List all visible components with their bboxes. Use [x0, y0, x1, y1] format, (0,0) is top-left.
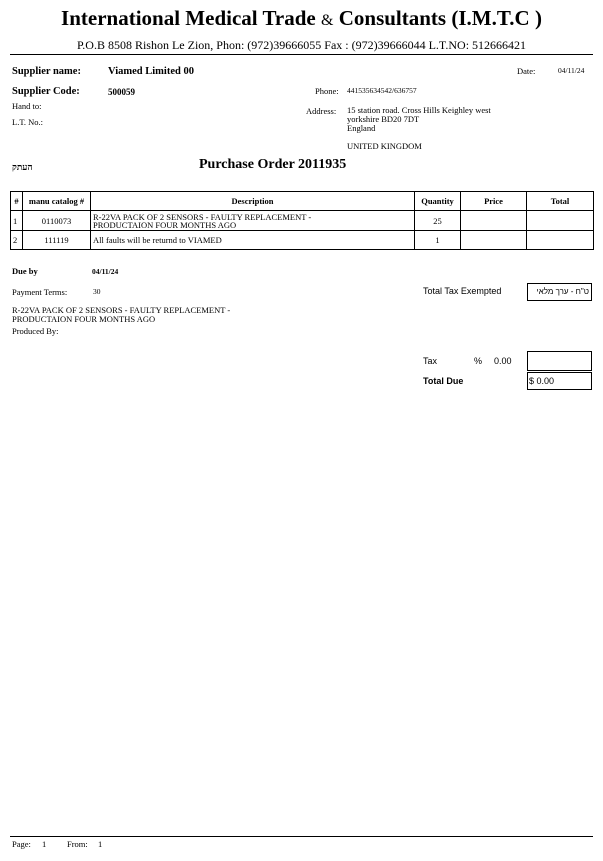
order-note-line: R-22VA PACK OF 2 SENSORS - FAULTY REPLACEMENT -	[12, 305, 231, 315]
row-description-line: R-22VA PACK OF 2 SENSORS - FAULTY REPLACEMENT -	[93, 211, 312, 222]
address-line: 15 station road. Cross Hills Keighley west	[347, 105, 491, 115]
phone-value: 441535634542/636757	[347, 86, 417, 95]
payment-terms-value: 30	[93, 287, 101, 296]
company-title	[0, 6, 603, 31]
table-row	[11, 211, 594, 231]
due-by-label: Due by	[12, 266, 38, 276]
row-description	[91, 231, 415, 250]
row-quantity: 1	[415, 231, 461, 250]
tax-label: Tax	[423, 356, 438, 366]
phone-label: Phone:	[315, 86, 339, 96]
row-price	[461, 211, 527, 231]
row-number: 1	[11, 211, 23, 231]
page-label: Page:	[12, 839, 31, 849]
tax-percent-symbol: %	[474, 356, 483, 366]
tax-percent-value: 0.00	[494, 356, 512, 366]
col-header-quantity: Quantity	[415, 192, 461, 211]
row-total	[527, 211, 594, 231]
tax-exempted-label: Total Tax Exempted	[423, 286, 502, 296]
company-name-main: International Medical Trade	[61, 6, 316, 30]
row-catalog: 0110073	[23, 211, 91, 231]
row-description-line: PRODUCTAION FOUR MONTHS AGO	[93, 219, 237, 230]
supplier-code-label: Supplier Code:	[12, 86, 80, 97]
items-table	[10, 191, 594, 250]
col-header-description: Description	[91, 192, 415, 211]
row-quantity: 25	[415, 211, 461, 231]
col-header-total: Total	[527, 192, 594, 211]
supplier-name-label: Supplier name:	[12, 66, 81, 77]
col-header-number: #	[11, 192, 23, 211]
supplier-name-value: Viamed Limited 00	[108, 66, 194, 77]
tax-exempted-value: ט"ח - ערך מלאי	[527, 283, 592, 301]
table-row	[11, 231, 594, 250]
col-header-catalog: manu catalog #	[23, 192, 91, 211]
supplier-code-value: 500059	[108, 87, 135, 97]
total-due-label: Total Due	[423, 376, 464, 386]
table-header-row	[11, 192, 594, 211]
payment-terms-label: Payment Terms:	[12, 287, 68, 297]
row-catalog: 111119	[23, 231, 91, 250]
row-description	[91, 211, 415, 231]
address-line: England	[347, 123, 376, 133]
col-header-price: Price	[461, 192, 527, 211]
row-number: 2	[11, 231, 23, 250]
purchase-order-title: Purchase Order 2011935	[199, 157, 347, 172]
address-line: yorkshire BD20 7DT	[347, 114, 420, 124]
copy-label: העתק	[12, 162, 33, 172]
row-total	[527, 231, 594, 250]
company-name-rest: Consultants (I.M.T.C )	[338, 6, 542, 30]
footer-divider	[10, 836, 593, 837]
order-note	[12, 306, 230, 324]
row-description-line: All faults will be returnd to VIAMED	[93, 235, 222, 245]
page-value: 1	[42, 839, 47, 849]
tax-value	[527, 351, 592, 371]
from-value: 1	[98, 839, 103, 849]
order-note-line: PRODUCTAION FOUR MONTHS AGO	[12, 314, 156, 324]
company-name-amp: &	[321, 12, 334, 29]
from-label: From:	[67, 839, 88, 849]
address-block	[347, 106, 537, 151]
produced-by-label: Produced By:	[12, 326, 59, 336]
address-label: Address:	[306, 106, 337, 116]
due-by-value: 04/11/24	[92, 267, 119, 276]
header-divider	[10, 54, 593, 55]
date-value: 04/11/24	[558, 66, 585, 75]
total-due-value: $ 0.00	[527, 372, 592, 390]
lt-no-label: L.T. No.:	[12, 117, 44, 127]
company-contact-line: P.O.B 8508 Rishon Le Zion, Phon: (972)39666055 Fax : (972)39666044 L.T.NO: 512666421	[76, 38, 527, 52]
address-line: UNITED KINGDOM	[347, 141, 422, 151]
row-price	[461, 231, 527, 250]
date-label: Date:	[517, 66, 536, 76]
hand-to-label: Hand to:	[12, 101, 42, 111]
